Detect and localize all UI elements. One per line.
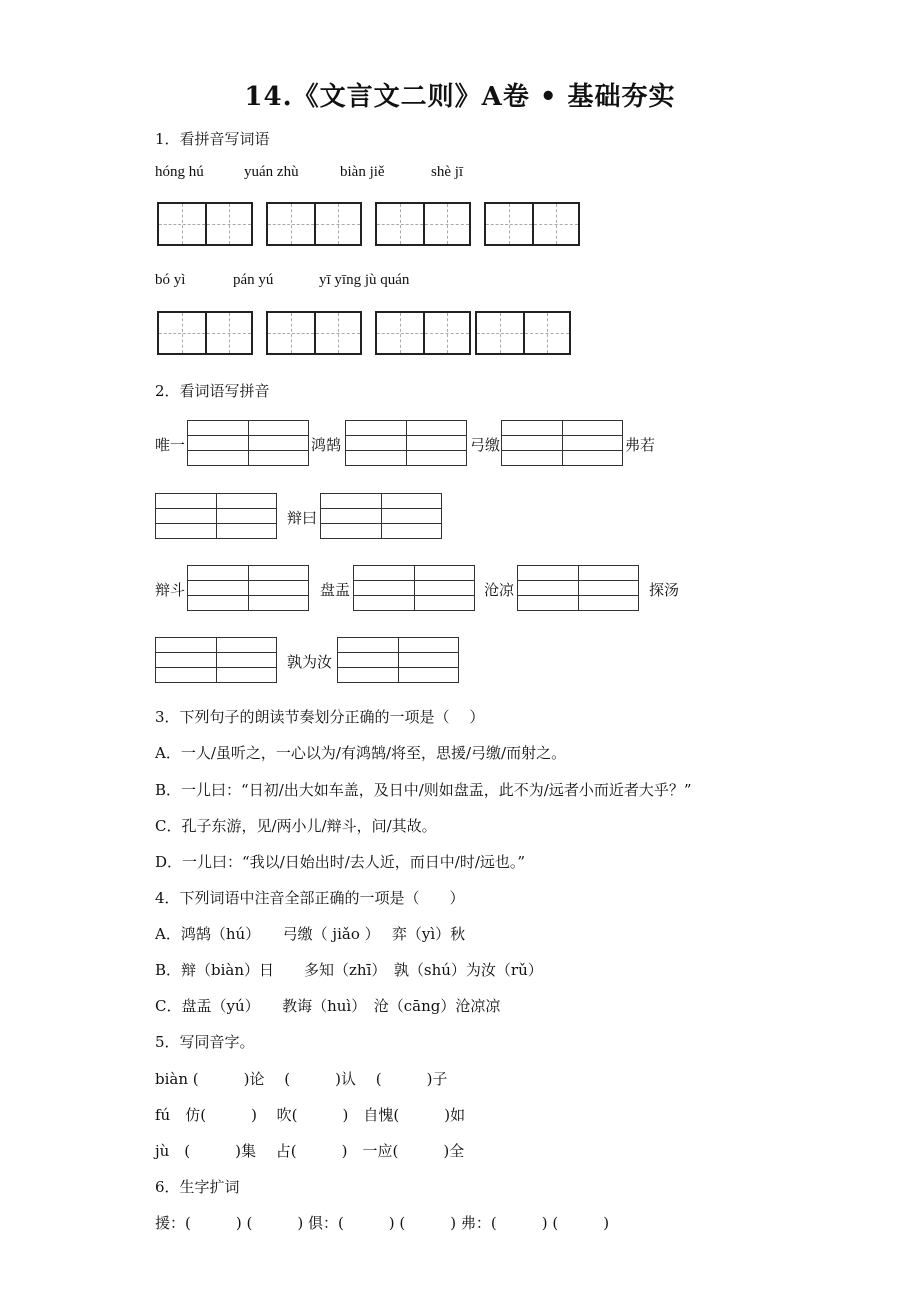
pinyin-grid[interactable] <box>517 565 639 611</box>
pinyin-grid[interactable] <box>320 493 442 539</box>
char-grid[interactable] <box>266 311 362 355</box>
q3-option-c[interactable]: C．孔子东游，见/两小儿/辩斗，问/其故。 <box>155 817 437 835</box>
q6-line[interactable]: 援：( ) ( ) 俱：( ) ( ) 弗：( ) ( ) <box>155 1214 610 1232</box>
q4-option-a[interactable]: A．鸿鹄（hú） 弓缴（ jiǎo ） 弈（yì）秋 <box>155 925 466 943</box>
q5-line-1[interactable]: biàn ( )论 ( )认 ( )子 <box>155 1070 448 1088</box>
q2-word-9: 探汤 <box>649 581 680 599</box>
char-grid[interactable] <box>484 202 580 246</box>
q1-pinyin-6: pán yú <box>233 272 274 288</box>
pinyin-grid[interactable] <box>155 493 277 539</box>
pinyin-grid[interactable] <box>337 637 459 683</box>
q6-heading: 6．生字扩词 <box>155 1178 240 1196</box>
pinyin-grid[interactable] <box>155 637 277 683</box>
char-grid[interactable] <box>157 311 253 355</box>
char-grid[interactable] <box>375 202 471 246</box>
q1-pinyin-3: biàn jiě <box>340 164 385 180</box>
q2-word-4: 弗若 <box>625 436 656 454</box>
q1-pinyin-7: yī yīng jù quán <box>319 272 410 288</box>
q2-word-5: 辩曰 <box>287 509 318 527</box>
q3-option-d[interactable]: D．一儿曰：“我以/日始出时/去人近，而日中/时/远也。” <box>155 853 526 871</box>
q1-pinyin-2: yuán zhù <box>244 164 299 180</box>
q5-line-3[interactable]: jù ( )集 占( ) 一应( )全 <box>155 1142 465 1160</box>
char-grid[interactable] <box>475 311 571 355</box>
q2-word-10: 孰为汝 <box>287 653 333 671</box>
pinyin-grid[interactable] <box>187 420 309 466</box>
q3-heading: 3．下列句子的朗读节奏划分正确的一项是（ ） <box>155 708 485 726</box>
q5-line-2[interactable]: fú 仿( ) 吹( ) 自愧( )如 <box>155 1106 466 1124</box>
q1-pinyin-1: hóng hú <box>155 164 204 180</box>
q2-word-6: 辩斗 <box>155 581 186 599</box>
q4-heading: 4．下列词语中注音全部正确的一项是（ ） <box>155 889 465 907</box>
q1-pinyin-4: shè jī <box>431 164 464 180</box>
q2-word-1: 唯一 <box>155 436 186 454</box>
q1-pinyin-5: bó yì <box>155 272 186 288</box>
pinyin-grid[interactable] <box>187 565 309 611</box>
q1-heading: 1．看拼音写词语 <box>155 130 270 148</box>
char-grid[interactable] <box>157 202 253 246</box>
pinyin-grid[interactable] <box>501 420 623 466</box>
char-grid[interactable] <box>266 202 362 246</box>
q2-heading: 2．看词语写拼音 <box>155 382 270 400</box>
q4-option-c[interactable]: C．盘盂（yú） 教诲（huì） 沧（cāng）沧凉凉 <box>155 997 501 1015</box>
q2-word-2: 鸿鹄 <box>311 436 342 454</box>
q2-word-7: 盘盂 <box>320 581 351 599</box>
page-title: 14.《文言文二则》A卷 • 基础夯实 <box>244 82 676 112</box>
pinyin-grid[interactable] <box>345 420 467 466</box>
char-grid[interactable] <box>375 311 471 355</box>
q5-heading: 5．写同音字。 <box>155 1033 255 1051</box>
q2-word-3: 弓缴 <box>470 436 501 454</box>
q3-option-a[interactable]: A．一人/虽听之，一心以为/有鸿鹄/将至，思援/弓缴/而射之。 <box>155 744 567 762</box>
q4-option-b[interactable]: B．辩（biàn）日 多知（zhī） 孰（shú）为汝（rǔ） <box>155 961 543 979</box>
q2-word-8: 沧凉 <box>484 581 515 599</box>
pinyin-grid[interactable] <box>353 565 475 611</box>
q3-option-b[interactable]: B．一儿曰：“日初/出大如车盖，及日中/则如盘盂，此不为/远者小而近者大乎？” <box>155 781 692 799</box>
